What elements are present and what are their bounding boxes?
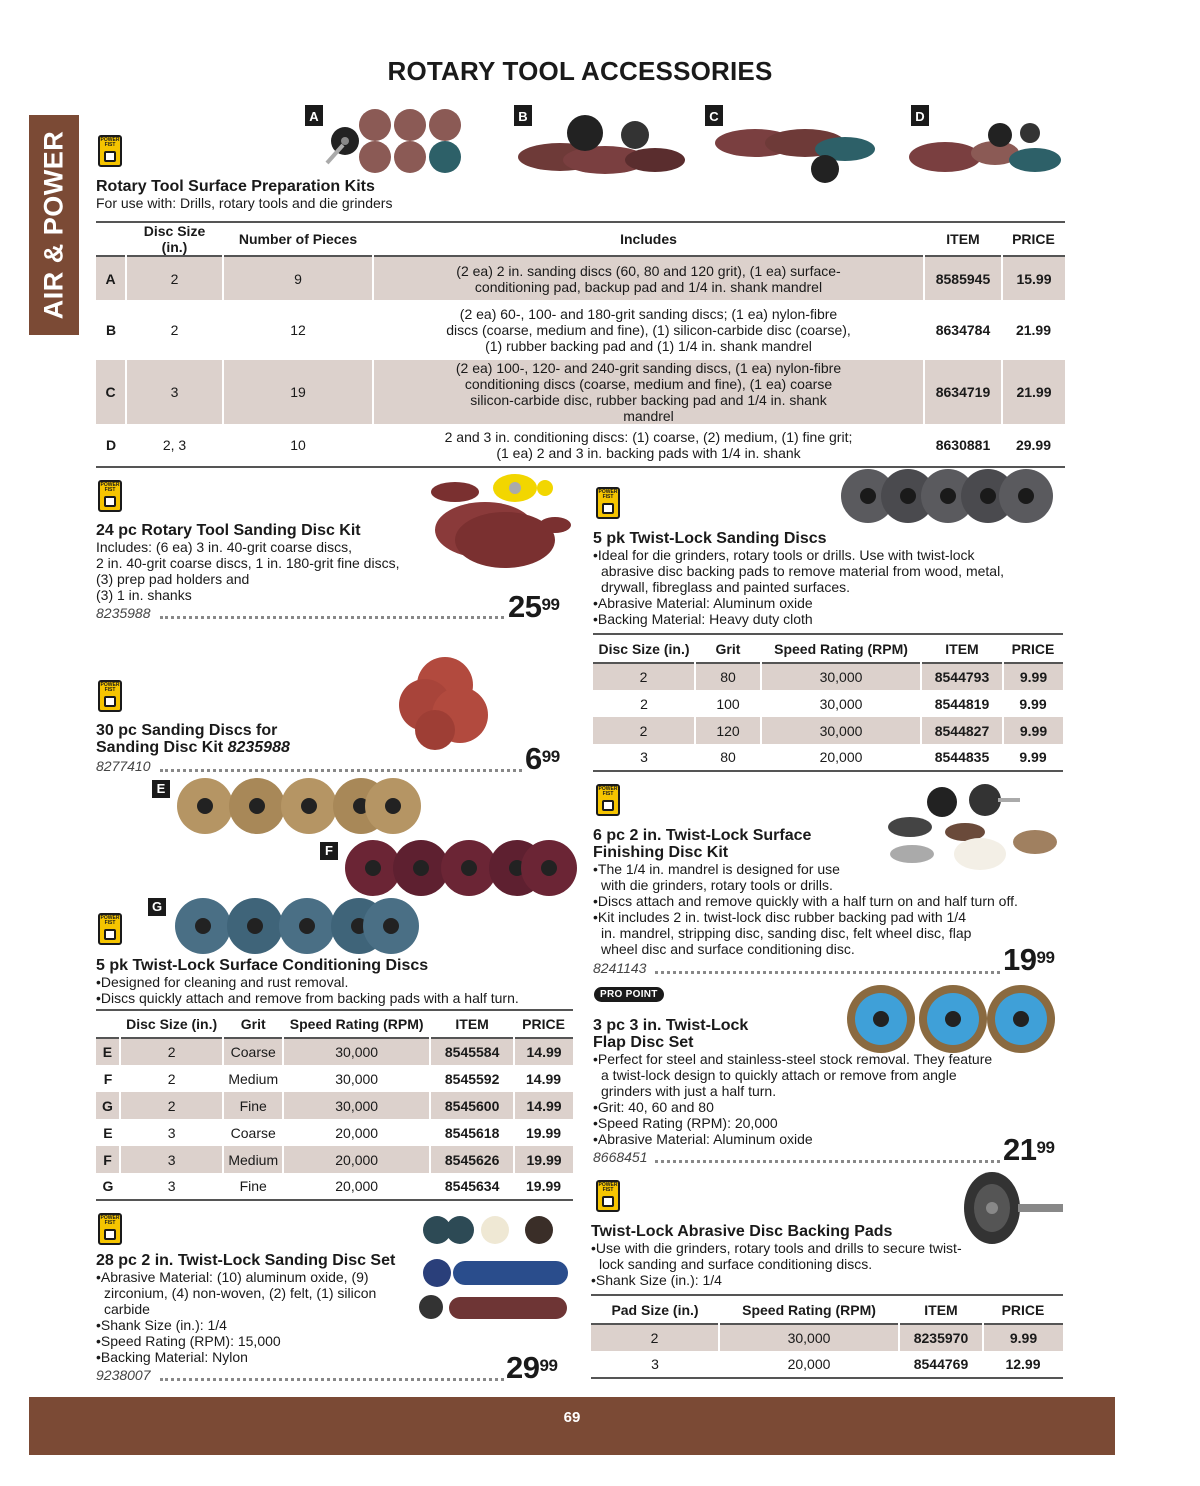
discs30-item-number: 8277410 <box>96 758 151 774</box>
power-fist-logo: POWER FIST <box>98 480 122 512</box>
table-row: D 2, 3 10 2 and 3 in. conditioning discs: (1) coarse, (2) medium, (1) fine grit; (1 ea) 2 and 3 in. backing pads with 1/4 in. shank 8630881 29.99 <box>105 429 1052 461</box>
flap-title: 3 pc 3 in. Twist-Lock <box>593 1017 749 1034</box>
conditioning-bullets: • Designed for cleaning and rust removal. • Discs quickly attach and remove from backing pads with a half turn. <box>96 974 576 1006</box>
twist5-bullets: • Ideal for die grinders, rotary tools or drills. Use with twist-lock abrasive disc backing pads to remove material from wood, metal, drywall, fibreglass and painted surfaces. • Abrasive Material: Aluminum oxide • Backing Material: Heavy duty cloth <box>593 547 1023 627</box>
cond-label-g: G <box>148 898 166 916</box>
col-includes: Includes <box>620 231 677 247</box>
finishing-title: 6 pc 2 in. Twist-Lock Surface <box>593 827 812 844</box>
discs30-title-line2: Sanding Disc Kit 8235988 <box>96 739 290 756</box>
sanding-discs-30-image <box>385 655 505 755</box>
kit24-item-number: 8235988 <box>96 605 151 621</box>
table-header-row: Disc Size (in.) Grit Speed Rating (RPM) ITEM PRICE <box>593 634 1063 663</box>
kit24-line: 2 in. 40-grit coarse discs, 1 in. 180-grit fine discs, <box>96 555 400 571</box>
backing-table <box>591 1294 1063 1379</box>
table-row: F 3 Medium 20,000 8545626 19.99 <box>96 1146 573 1173</box>
table-row: E 3 Coarse 20,000 8545618 19.99 <box>103 1124 562 1141</box>
power-fist-logo: POWER FIST <box>596 487 620 519</box>
kit-c-image <box>705 105 875 183</box>
cond-label-f: F <box>320 842 338 860</box>
finishing-price: $19^{99}$ <box>1003 942 1055 977</box>
table-row: A 2 9 (2 ea) 2 in. sanding discs (60, 80 and 120 grit), (1 ea) surface-conditioning pad, backup pad and 1/4 in. shank mandrel 8585945 15.99 <box>96 256 1065 300</box>
pro-point-logo: PRO POINT <box>594 987 664 1002</box>
table-row: 2 100 30,000 8544819 9.99 <box>640 695 1047 712</box>
col-price: PRICE <box>1012 231 1055 247</box>
table-row: 2 80 30,000 8544793 9.99 <box>593 663 1063 690</box>
twist5-title: 5 pk Twist-Lock Sanding Discs <box>593 530 827 547</box>
table-row: C 3 19 (2 ea) 100-, 120- and 240-grit sanding discs, (1 ea) nylon-fibre conditioning discs (coarse, medium and fine), (1 ea) coarse silicon-carbide disc, rubber backing pad and 1/4 in. shank mandrel 8634719 21.99 <box>96 360 1065 424</box>
disc-g-image <box>175 898 419 954</box>
table-row: 3 20,000 8544769 12.99 <box>651 1356 1041 1372</box>
kit-label-d: D <box>911 108 929 126</box>
backing-bullets: • Use with die grinders, rotary tools and drills to secure twist-lock sanding and surface conditioning discs. • Shank Size (in.): 1/4 <box>591 1240 971 1288</box>
kit24-title: 24 pc Rotary Tool Sanding Disc Kit <box>96 522 361 539</box>
table-row: F 2 Medium 30,000 8545592 14.99 <box>103 1070 562 1087</box>
sanding-disc-set-28-image <box>415 1215 570 1327</box>
power-fist-logo: POWER FIST <box>98 680 122 712</box>
kit24-line: (3) 1 in. shanks <box>96 587 192 603</box>
kit-d-image <box>909 105 1061 172</box>
finishing-item-number: 8241143 <box>593 960 647 976</box>
backing-title: Twist-Lock Abrasive Disc Backing Pads <box>591 1223 893 1240</box>
kit-a-image <box>305 105 461 173</box>
twist-sanding-discs-image <box>840 468 1055 524</box>
section-tab-label: AIR & POWER <box>38 130 69 320</box>
flap-bullets: • Perfect for steel and stainless-steel stock removal. They feature a twist-lock design to quickly attach or remove from angle grinders with just a half turn. • Grit: 40, 60 and 80 • Speed Rating (RPM): 20,000 • Abrasive Material: Aluminum oxide <box>593 1051 993 1147</box>
power-fist-logo: POWER FIST <box>596 784 620 816</box>
leader-dots <box>160 616 504 619</box>
table-row: 3 80 20,000 8544835 9.99 <box>640 749 1047 765</box>
table-row: E 2 Coarse 30,000 8545584 14.99 <box>96 1038 573 1065</box>
table-row: 2 120 30,000 8544827 9.99 <box>593 717 1063 744</box>
flap-price: $21^{99}$ <box>1003 1132 1055 1167</box>
leader-dots <box>655 1160 1000 1163</box>
kit24-price: $25^{99}$ <box>508 589 560 624</box>
discs30-title: 30 pc Sanding Discs for <box>96 722 278 739</box>
conditioning-title: 5 pk Twist-Lock Surface Conditioning Discs <box>96 957 429 974</box>
flap-title-line2: Flap Disc Set <box>593 1034 694 1051</box>
kit-label-a: A <box>305 108 323 126</box>
power-fist-logo: POWER FIST <box>98 913 122 945</box>
set28-title: 28 pc 2 in. Twist-Lock Sanding Disc Set <box>96 1252 396 1269</box>
table-header-row: Disc Size (in.) Grit Speed Rating (RPM) ITEM PRICE <box>96 1010 573 1038</box>
col-disc-size: Disc Size (in.) <box>143 223 206 255</box>
power-fist-logo: POWER FIST <box>98 1213 122 1245</box>
col-item: ITEM <box>946 231 980 247</box>
conditioning-table <box>96 1009 573 1201</box>
page-number: 69 <box>563 1409 581 1426</box>
set28-price: $29^{99}$ <box>506 1350 558 1385</box>
leader-dots <box>160 1378 504 1381</box>
backing-pad-image <box>960 1170 1065 1245</box>
table-row: 2 30,000 8235970 9.99 <box>591 1324 1063 1351</box>
discs30-price: $6^{99}$ <box>525 741 560 776</box>
set28-bullets: • Abrasive Material: (10) aluminum oxide, (9) zirconium, (4) non-woven, (2) felt, (1) silicon carbide • Shank Size (in.): 1/4 • Speed Rating (RPM): 15,000 • Backing Material: Nylon <box>96 1269 386 1365</box>
set28-item-number: 9238007 <box>96 1367 151 1383</box>
kit-product-images <box>305 105 1070 195</box>
cond-label-e: E <box>152 780 170 798</box>
flap-item-number: 8668451 <box>593 1149 648 1165</box>
table-row: B 2 12 (2 ea) 60-, 100- and 180-grit sanding discs; (1 ea) nylon-fibre discs (coarse, medium and fine), (1) silicon-carbide disc (coarse), (1) rubber backing pad and (1) 1/4 in. shank mandrel 8634784 21.99 <box>105 306 1052 354</box>
sanding-disc-kit-image <box>415 470 580 575</box>
conditioning-discs-images <box>175 776 580 958</box>
table-row: G 2 Fine 30,000 8545600 14.99 <box>96 1092 573 1119</box>
disc-f-image <box>345 840 577 896</box>
finishing-bullets: • The 1/4 in. mandrel is designed for use with die grinders, rotary tools or drills. • Discs attach and remove quickly with a half turn on and half turn off. • Kit includes 2 in. twist-lock disc rubber backing pad with 1/4 in. mandrel, stripping disc, sanding disc, felt wheel disc, flap wheel disc and surface conditioning disc. <box>593 861 1063 957</box>
table-header-row: Pad Size (in.) Speed Rating (RPM) ITEM PRICE <box>591 1295 1063 1324</box>
table-row: G 3 Fine 20,000 8545634 19.99 <box>102 1178 562 1194</box>
kit-label-b: B <box>514 108 532 126</box>
kits-subtitle: For use with: Drills, rotary tools and die grinders <box>96 195 393 211</box>
page-title: ROTARY TOOL ACCESSORIES <box>387 56 773 86</box>
kits-table <box>96 221 1065 468</box>
kit24-line: (3) prep pad holders and <box>96 571 250 587</box>
finishing-title-line2: Finishing Disc Kit <box>593 844 729 861</box>
leader-dots <box>160 769 522 772</box>
kits-title: Rotary Tool Surface Preparation Kits <box>96 178 375 195</box>
table-header-row <box>96 222 1065 256</box>
section-tab <box>29 115 79 335</box>
kit24-line: Includes: (6 ea) 3 in. 40-grit coarse discs, <box>96 539 353 555</box>
page-footer <box>29 1397 1115 1455</box>
kit-label-c: C <box>705 108 723 126</box>
kit-b-image <box>514 105 685 174</box>
disc-e-image <box>177 778 421 834</box>
power-fist-logo: POWER FIST <box>98 135 122 167</box>
twist5-table <box>593 633 1063 772</box>
flap-disc-set-image <box>845 983 1060 1055</box>
col-pieces: Number of Pieces <box>238 231 358 247</box>
power-fist-logo: POWER FIST <box>596 1180 620 1212</box>
leader-dots <box>655 971 1000 974</box>
